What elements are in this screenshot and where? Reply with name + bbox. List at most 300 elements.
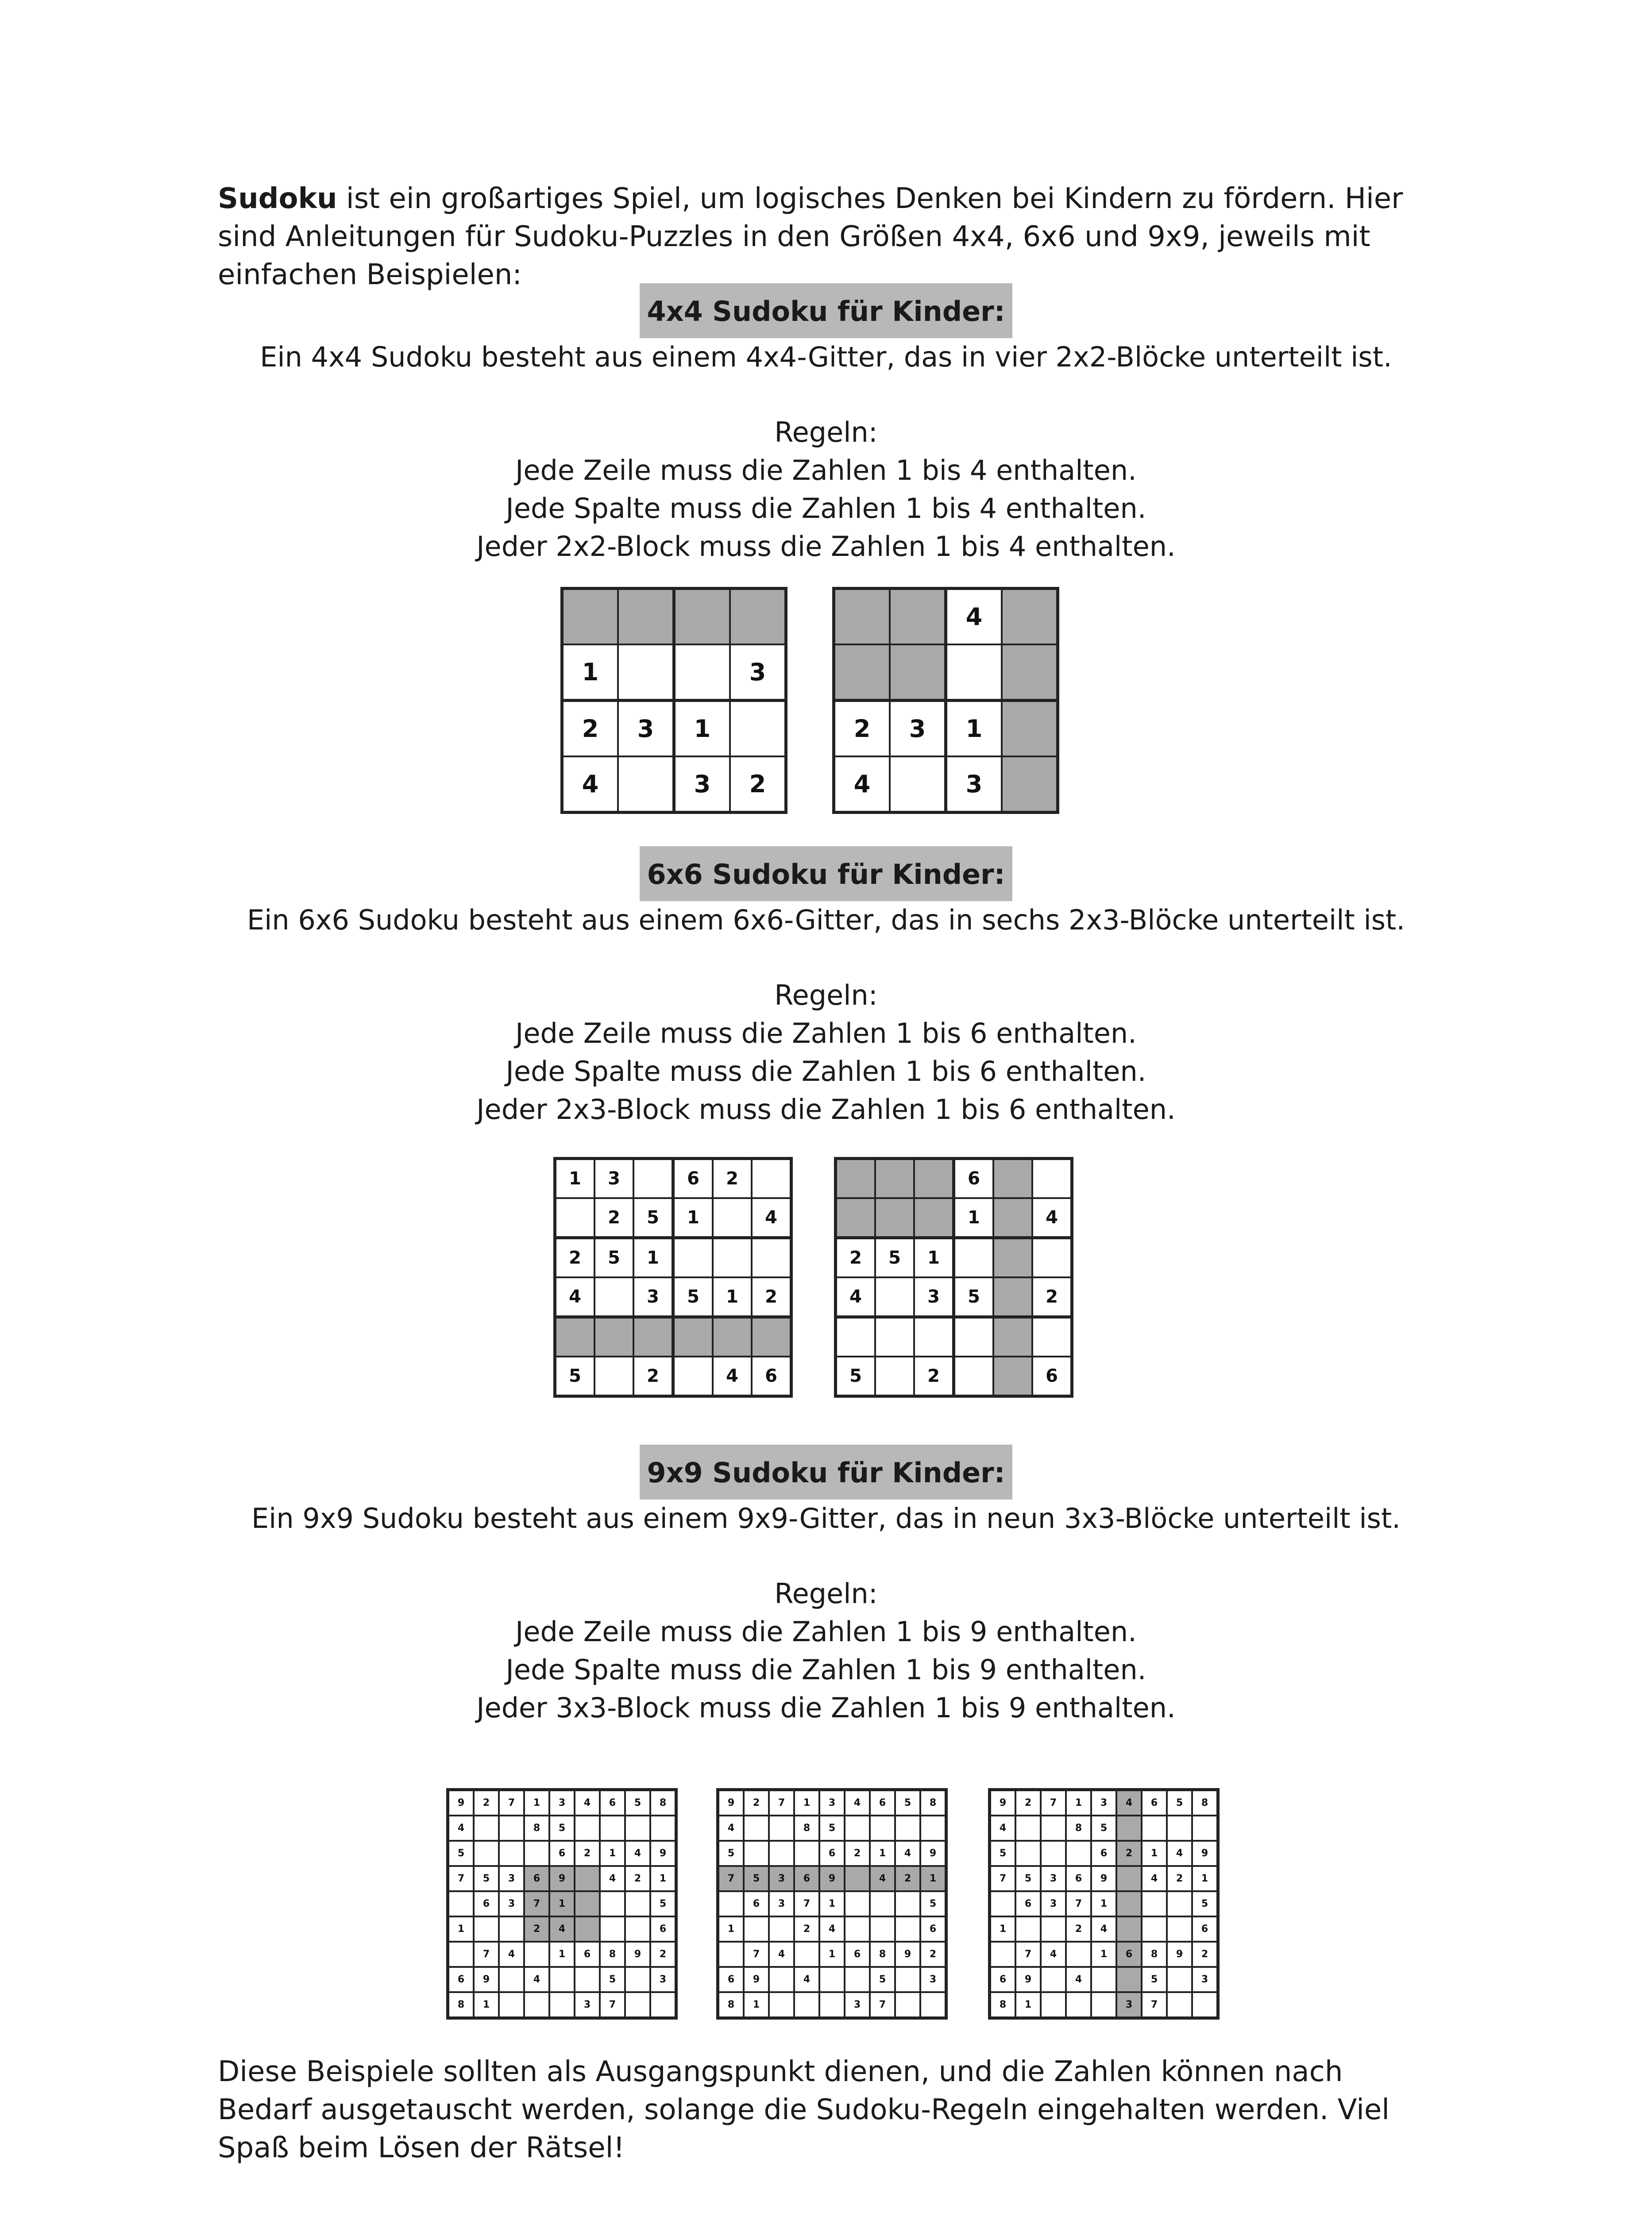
grid-row [718,1866,946,1891]
grid-cell: 9 [895,1942,920,1967]
grid-cell: 3 [819,1790,845,1816]
grid-cell [836,1159,876,1199]
grid-cell: 5 [990,1841,1016,1866]
grid-cell: 2 [794,1916,819,1942]
grid-cell: 4 [1142,1866,1167,1891]
grid-cell: 1 [474,1992,499,2018]
grid-cell: 8 [718,1992,744,2018]
grid-row [990,1967,1218,1992]
grid-cell [1116,1816,1142,1841]
grid-cell: 3 [575,1992,600,2018]
grid-row [555,1238,791,1278]
grid-cell: 8 [650,1790,676,1816]
grid-cell [650,1816,676,1841]
grid-cell: 1 [990,1916,1016,1942]
grid-row [448,1790,676,1816]
grid-cell: 7 [1066,1891,1091,1916]
grid-cell [954,1317,994,1357]
grid-cell: 3 [730,644,786,701]
grid-cell: 4 [819,1916,845,1942]
grid-cell [618,756,674,813]
grid-cell: 6 [845,1942,870,1967]
grid-row [990,1816,1218,1841]
grid-cell: 4 [870,1866,895,1891]
grid-cell: 1 [674,701,730,757]
rule-line: Jeder 2x3-Block muss die Zahlen 1 bis 6 enthalten. [476,1093,1176,1126]
grid-cell [474,1916,499,1942]
grid-cell: 2 [836,1238,876,1278]
grid-cell: 2 [633,1357,673,1396]
grid-cell [1142,1816,1167,1841]
grid-cell: 3 [920,1967,946,1992]
grid-cell [1116,1916,1142,1942]
grid-cell [1167,1916,1192,1942]
grid-cell [875,1317,914,1357]
grid-cell [549,1992,575,2018]
grid-cell: 4 [845,1790,870,1816]
grid-cell [474,1816,499,1841]
grid-cell: 5 [836,1357,876,1396]
grid-cell [575,1916,600,1942]
grid-row [836,1198,1072,1238]
grid-cell [819,1967,845,1992]
grid-cell: 1 [946,701,1002,757]
rule-line: Jede Spalte muss die Zahlen 1 bis 4 enthalten. [506,492,1146,524]
grid-cell: 2 [1116,1841,1142,1866]
grid-cell [674,589,730,645]
grid-cell: 4 [718,1816,744,1841]
sudoku-grid-4x4-example-1 [560,587,787,814]
grid-cell: 9 [625,1942,650,1967]
grid-cell [1002,589,1058,645]
grid-cell [575,1891,600,1916]
grid-cell: 4 [1066,1967,1091,1992]
grid-cell [836,1317,876,1357]
grid-cell: 1 [870,1841,895,1866]
grid-row [448,1891,676,1916]
grid-cell [1192,1816,1218,1841]
grid-cell: 6 [1015,1891,1041,1916]
grid-cell: 4 [834,756,890,813]
grid-cell: 2 [474,1790,499,1816]
grid-row [990,1942,1218,1967]
grid-cell: 1 [600,1841,625,1866]
grid-row [834,701,1058,757]
grid-cell: 2 [713,1159,752,1199]
grid-cell: 4 [769,1942,794,1967]
grid-cell: 4 [562,756,618,813]
grid-cell [1041,1841,1066,1866]
grid-cell: 4 [895,1841,920,1866]
grid-cell: 9 [744,1967,769,1992]
rule-line: Jede Zeile muss die Zahlen 1 bis 9 enthalten. [515,1615,1137,1648]
grid-cell [650,1992,676,2018]
grid-cell [499,1841,524,1866]
grid-cell: 3 [549,1790,575,1816]
grid-row [718,1992,946,2018]
grid-cell [1142,1891,1167,1916]
grid-cell [499,1967,524,1992]
grid-cell [1066,1992,1091,2018]
rules-title: Regeln: [774,1577,878,1610]
grid-cell [870,1816,895,1841]
grid-cell: 7 [794,1891,819,1916]
grid-cell: 1 [1142,1841,1167,1866]
grid-cell [1032,1238,1072,1278]
grid-cell: 1 [1091,1891,1116,1916]
grid-cell [920,1816,946,1841]
grid-row [718,1942,946,1967]
intro-bold: Sudoku [218,182,337,215]
grid-cell: 9 [718,1790,744,1816]
grid-cell [890,589,946,645]
grid-cell: 7 [990,1866,1016,1891]
grid-cell: 6 [1116,1942,1142,1967]
grid-cell: 4 [946,589,1002,645]
section-description: Ein 4x4 Sudoku besteht aus einem 4x4-Gitter, das in vier 2x2-Blöcke unterteilt ist. [260,341,1392,373]
grid-cell [524,1992,549,2018]
grid-cell [890,756,946,813]
grid-row [555,1317,791,1357]
grid-cell [524,1942,549,1967]
grid-cell: 5 [870,1967,895,1992]
grid-cell [575,1866,600,1891]
grid-cell [914,1159,954,1199]
section-9x9 [0,1445,1652,1727]
grid-cell [993,1159,1032,1199]
grid-cell [1192,1992,1218,2018]
grid-cell [875,1198,914,1238]
grid-cell [1041,1967,1066,1992]
grid-cell: 9 [1015,1967,1041,1992]
grid-cell: 8 [448,1992,474,2018]
grid-cell: 1 [673,1198,713,1238]
grid-cell: 5 [650,1891,676,1916]
section-4x4 [0,283,1652,566]
grid-cell: 6 [575,1942,600,1967]
grid-cell [562,589,618,645]
grid-cell: 3 [946,756,1002,813]
grid-cell: 5 [954,1277,994,1317]
grid-cell: 7 [1015,1942,1041,1967]
grid-cell: 2 [594,1198,633,1238]
grid-cell [1142,1916,1167,1942]
grid-cell [914,1317,954,1357]
grid-cell: 3 [499,1891,524,1916]
grid-row [836,1159,1072,1199]
grid-row [448,1816,676,1841]
grid-cell [875,1277,914,1317]
sudoku-grid-9x9-example-3 [988,1788,1220,2020]
grid-cell: 3 [1041,1891,1066,1916]
grid-cell: 7 [870,1992,895,2018]
grid-cell: 5 [1192,1891,1218,1916]
grid-cell: 3 [1116,1992,1142,2018]
grid-cell [448,1891,474,1916]
grid-cell: 3 [618,701,674,757]
grid-cell: 4 [1167,1841,1192,1866]
grid-cell: 2 [1167,1866,1192,1891]
grid-cell: 5 [819,1816,845,1841]
grid-cell: 5 [594,1238,633,1278]
grid-row [990,1841,1218,1866]
grid-cell: 9 [920,1841,946,1866]
grid-cell [555,1198,595,1238]
grid-cell: 6 [990,1967,1016,1992]
sudoku-grid-6x6-example-1 [553,1157,793,1398]
grid-cell [895,1816,920,1841]
grid-cell [819,1992,845,2018]
grid-cell [448,1942,474,1967]
grid-cell: 7 [744,1942,769,1967]
grid-cell: 9 [1167,1942,1192,1967]
grid-cell: 4 [499,1942,524,1967]
grid-cell: 5 [448,1841,474,1866]
grid-cell: 3 [499,1866,524,1891]
grid-cell: 8 [524,1816,549,1841]
grid-row [990,1992,1218,2018]
grid-cell [713,1238,752,1278]
grid-cell: 7 [474,1942,499,1967]
rule-line: Jede Zeile muss die Zahlen 1 bis 4 enthalten. [515,454,1137,486]
grid-cell [993,1238,1032,1278]
grid-cell [1002,756,1058,813]
grid-cell: 1 [562,644,618,701]
grid-cell: 5 [1167,1790,1192,1816]
grid-cell: 4 [836,1277,876,1317]
grid-cell: 5 [1142,1967,1167,1992]
grid-cell: 4 [794,1967,819,1992]
grid-cell: 1 [718,1916,744,1942]
grid-cell [1015,1816,1041,1841]
grid-cell [499,1916,524,1942]
grid-cell: 3 [769,1891,794,1916]
grid-cell: 2 [914,1357,954,1396]
grid-cell [920,1992,946,2018]
grid-cell: 3 [890,701,946,757]
grid-cell: 2 [845,1841,870,1866]
grid-cell [1116,1891,1142,1916]
grid-cell: 5 [625,1790,650,1816]
grid-cell: 4 [1041,1942,1066,1967]
rule-line: Jeder 3x3-Block muss die Zahlen 1 bis 9 enthalten. [476,1692,1176,1724]
rules-block [0,413,1652,566]
grid-cell: 9 [990,1790,1016,1816]
grid-cell: 1 [794,1790,819,1816]
grid-cell: 6 [744,1891,769,1916]
grid-row [448,1967,676,1992]
grid-row [718,1790,946,1816]
rules-title: Regeln: [774,416,878,448]
grid-cell: 1 [633,1238,673,1278]
grid-cell [895,1992,920,2018]
grid-cell: 9 [474,1967,499,1992]
grid-cell: 3 [769,1866,794,1891]
grid-cell: 6 [650,1916,676,1942]
grid-cell: 4 [1032,1198,1072,1238]
grid-cell [618,644,674,701]
grid-cell [845,1866,870,1891]
grid-cell: 2 [920,1942,946,1967]
grid-cell: 8 [1192,1790,1218,1816]
grid-cell: 1 [524,1790,549,1816]
grid-cell [744,1841,769,1866]
grid-row [718,1967,946,1992]
grid-cell: 1 [819,1942,845,1967]
sudoku-grid-9x9-example-1 [446,1788,678,2020]
grid-cell [625,1967,650,1992]
grid-cell [713,1317,752,1357]
grid-cell: 6 [448,1967,474,1992]
grid-cell [875,1357,914,1396]
grid-row [990,1866,1218,1891]
grid-cell [895,1967,920,1992]
section-heading: 9x9 Sudoku für Kinder: [640,1445,1012,1500]
grid-cell [575,1967,600,1992]
grid-cell: 3 [674,756,730,813]
grid-cell: 7 [769,1790,794,1816]
grid-cell: 2 [575,1841,600,1866]
grid-cell [1167,1891,1192,1916]
grid-cell: 2 [555,1238,595,1278]
grid-cell: 9 [650,1841,676,1866]
grid-cell [1116,1967,1142,1992]
sudoku-grid-4x4-example-2 [832,587,1059,814]
grid-cell [718,1891,744,1916]
rules-block [0,1575,1652,1727]
grid-cell [1041,1992,1066,2018]
grid-cell [633,1317,673,1357]
rules-title: Regeln: [774,979,878,1011]
grid-cell: 2 [1032,1277,1072,1317]
grid-cell [993,1317,1032,1357]
grid-cell [1066,1841,1091,1866]
section-heading: 4x4 Sudoku für Kinder: [640,283,1012,338]
section-description: Ein 9x9 Sudoku besteht aus einem 9x9-Gitter, das in neun 3x3-Blöcke unterteilt ist. [251,1502,1401,1534]
grid-cell [673,1357,713,1396]
grid-cell [633,1159,673,1199]
grid-cell: 6 [794,1866,819,1891]
grid-row [718,1916,946,1942]
rules-block [0,976,1652,1129]
grid-cell: 5 [920,1891,946,1916]
grid-cell [499,1816,524,1841]
grid-cell: 6 [718,1967,744,1992]
grid-cell: 5 [744,1866,769,1891]
outro-paragraph: Diese Beispiele sollten als Ausgangspunkt dienen, und die Zahlen können nach Bedarf ausgetauscht werden, solange die Sudoku-Regeln eingehalten werden. Viel Spaß beim Lösen der Rätsel! [218,2055,1390,2164]
grid-cell: 9 [549,1866,575,1891]
grid-cell: 4 [990,1816,1016,1841]
grid-cell: 2 [625,1866,650,1891]
grid-cell: 4 [549,1916,575,1942]
grid-cell [752,1159,791,1199]
grid-row [836,1277,1072,1317]
grid-cell: 2 [834,701,890,757]
grid-cell [555,1317,595,1357]
grid-row [562,589,786,645]
grid-row [718,1841,946,1866]
grid-row [555,1198,791,1238]
grid-cell: 3 [845,1992,870,2018]
grid-cell: 3 [1192,1967,1218,1992]
grid-cell [1032,1317,1072,1357]
grid-cell [946,644,1002,701]
grid-cell [794,1942,819,1967]
grid-cell [752,1317,791,1357]
grid-cell: 1 [448,1916,474,1942]
grid-cell: 5 [600,1967,625,1992]
grid-cell [718,1942,744,1967]
grid-cell [990,1891,1016,1916]
rule-line: Jeder 2x2-Block muss die Zahlen 1 bis 4 enthalten. [476,530,1176,563]
grid-cell [895,1916,920,1942]
rule-line: Jede Spalte muss die Zahlen 1 bis 9 enthalten. [506,1654,1146,1686]
grid-cell [1002,644,1058,701]
grid-cell: 1 [555,1159,595,1199]
grid-cell: 4 [575,1790,600,1816]
grid-cell [674,644,730,701]
grid-row [562,701,786,757]
grid-cell [914,1198,954,1238]
grid-cell: 3 [594,1159,633,1199]
grid-row [718,1891,946,1916]
grid-cell [1015,1916,1041,1942]
grid-cell [474,1841,499,1866]
grid-cell: 1 [713,1277,752,1317]
grid-row [448,1992,676,2018]
grid-cell: 1 [1066,1790,1091,1816]
section-description: Ein 6x6 Sudoku besteht aus einem 6x6-Gitter, das in sechs 2x3-Blöcke unterteilt ist. [247,904,1405,936]
grid-row [448,1942,676,1967]
grid-cell: 6 [920,1916,946,1942]
grid-cell: 6 [1066,1866,1091,1891]
grid-cell: 6 [600,1790,625,1816]
grid-cell: 4 [524,1967,549,1992]
grid-cell [993,1277,1032,1317]
grid-cell: 8 [600,1942,625,1967]
grid-cell: 5 [549,1816,575,1841]
grid-row [448,1916,676,1942]
grid-row [990,1916,1218,1942]
grid-cell: 7 [524,1891,549,1916]
grid-cell: 5 [474,1866,499,1891]
grid-cell: 6 [752,1357,791,1396]
grid-cell: 3 [633,1277,673,1317]
grid-cell: 8 [920,1790,946,1816]
grid-cell: 6 [524,1866,549,1891]
grid-cell [990,1942,1016,1967]
grid-cell [890,644,946,701]
grid-cell [594,1357,633,1396]
grid-row [990,1891,1218,1916]
grid-cell: 4 [1091,1916,1116,1942]
grid-cell [769,1992,794,2018]
intro-paragraph [218,180,1440,294]
grid-cell: 1 [819,1891,845,1916]
grid-cell [834,589,890,645]
grid-cell [836,1198,876,1238]
grid-cell: 1 [954,1198,994,1238]
grid-cell [769,1816,794,1841]
grid-cell [870,1916,895,1942]
grid-cell: 9 [448,1790,474,1816]
grid-row [555,1277,791,1317]
grid-cell [673,1238,713,1278]
grid-cell: 5 [1015,1866,1041,1891]
grid-cell: 4 [448,1816,474,1841]
grid-cell: 2 [524,1916,549,1942]
grid-cell: 6 [673,1159,713,1199]
